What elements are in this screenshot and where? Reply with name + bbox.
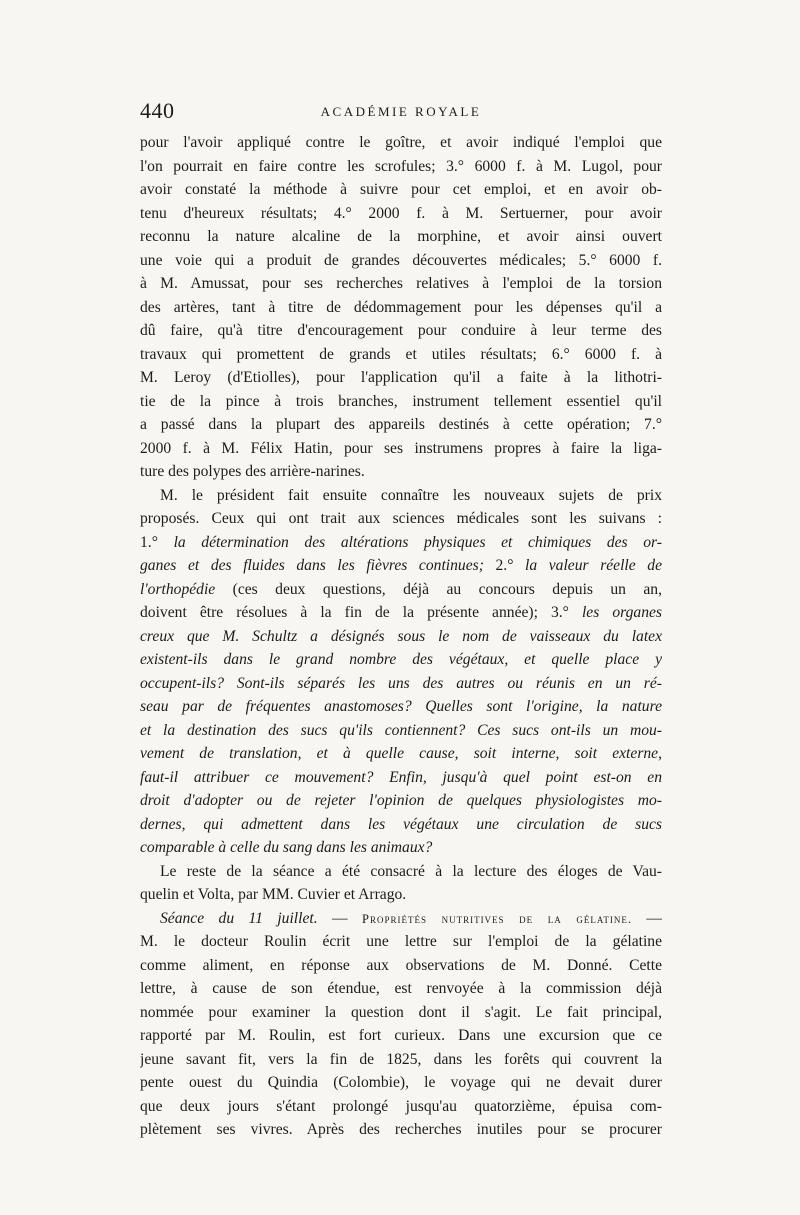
text-line <box>140 766 662 790</box>
text-segment: travaux qui promettent de grands et utiles résultats; 6.° 6000 f. à <box>140 345 662 363</box>
running-title: ACADÉMIE ROYALE <box>320 104 482 119</box>
italic-text: droit d'adopter ou de rejeter l'opinion de quelques physiologistes mo- <box>140 792 662 809</box>
italic-text: existent-ils dans le grand nombre des végétaux, et quelle place y <box>140 651 662 668</box>
text-line <box>140 695 662 719</box>
text-segment: tenu d'heureux résultats; 4.° 2000 f. à M. Sertuerner, pour avoir <box>140 204 662 222</box>
text-line <box>140 343 662 367</box>
text-line <box>140 249 662 273</box>
italic-text: les organes <box>581 604 662 621</box>
italic-text: occupent-ils? Sont-ils séparés les uns des autres ou réunis en un ré- <box>140 674 662 692</box>
text-line <box>140 789 662 813</box>
text-segment: pour l'avoir appliqué contre le goître, et avoir indiqué l'emploi que <box>140 134 662 151</box>
text-line <box>140 507 662 531</box>
italic-text: dernes, qui admettent dans les végétaux une circulation de sucs <box>140 815 662 833</box>
text-segment: l'on pourrait en faire contre les scrofules; 3.° 6000 f. à M. Lugol, pour <box>140 157 662 175</box>
body-text <box>140 131 662 1142</box>
text-segment: plètement ses vivres. Après des recherches inutiles pour se procurer <box>140 1121 662 1138</box>
italic-text: seau par de fréquentes anastomoses? Quelles sont l'origine, la nature <box>140 698 662 715</box>
text-segment: dû faire, qu'à titre d'encouragement pour conduire à leur terme des <box>140 322 662 339</box>
text-segment: — <box>632 909 662 927</box>
text-segment: jeune savant fit, vers la fin de 1825, dans les forêts qui couvrent la <box>140 1050 662 1068</box>
page-header <box>140 98 662 128</box>
text-segment: 2.° <box>483 557 526 574</box>
section-heading: Propriétés nutritives de la gélatine. <box>362 911 633 926</box>
text-line <box>140 1118 662 1142</box>
text-line <box>140 907 662 931</box>
text-line <box>140 272 662 296</box>
text-segment: M. le président fait ensuite connaître les nouveaux sujets de prix <box>160 486 662 504</box>
page-number: 440 <box>140 98 175 123</box>
text-line <box>140 531 662 555</box>
italic-text: Séance du 11 juillet. <box>160 909 318 927</box>
text-line <box>140 1024 662 1048</box>
text-line <box>140 296 662 320</box>
text-segment: pente ouest du Quindia (Colombie), le voyage qui ne devait durer <box>140 1074 662 1091</box>
text-line <box>140 930 662 954</box>
text-line <box>140 155 662 179</box>
text-line <box>140 860 662 884</box>
italic-text: l'orthopédie <box>140 580 216 598</box>
text-line <box>140 484 662 508</box>
text-segment: une voie qui a produit de grandes découvertes médicales; 5.° 6000 f. <box>140 251 662 269</box>
text-segment: ture des polypes des arrière-narines. <box>140 463 365 480</box>
text-segment: des artères, tant à titre de dédommagement pour les dépenses qu'il a <box>140 298 662 316</box>
text-line <box>140 578 662 602</box>
text-line <box>140 178 662 202</box>
text-line <box>140 719 662 743</box>
text-line <box>140 883 662 907</box>
italic-text: faut-il attribuer ce mouvement? Enfin, jusqu'à quel point est-on en <box>140 768 662 786</box>
italic-text: creux que M. Schultz a désignés sous le nom de vaisseaux du latex <box>140 627 662 645</box>
text-line <box>140 437 662 461</box>
text-line <box>140 390 662 414</box>
text-segment: rapporté par M. Roulin, est fort curieux. Dans une excursion que ce <box>140 1027 662 1044</box>
text-segment: à M. Amussat, pour ses recherches relatives à l'emploi de la torsion <box>140 275 662 292</box>
text-line <box>140 1048 662 1072</box>
text-line <box>140 672 662 696</box>
italic-text: comparable à celle du sang dans les animaux? <box>140 839 433 856</box>
text-line <box>140 977 662 1001</box>
text-line <box>140 648 662 672</box>
text-line <box>140 319 662 343</box>
text-segment: M. le docteur Roulin écrit une lettre sur l'emploi de la gélatine <box>140 933 662 950</box>
text-segment: comme aliment, en réponse aux observations de M. Donné. Cette <box>140 956 662 974</box>
text-segment: avoir constaté la méthode à suivre pour cet emploi, et en avoir ob- <box>140 181 662 198</box>
text-line <box>140 1001 662 1025</box>
italic-text: la détermination des altérations physiques et chimiques des or- <box>173 533 662 551</box>
text-segment: Le reste de la séance a été consacré à la lecture des éloges de Vau- <box>160 862 662 880</box>
text-segment: a passé dans la plupart des appareils destinés à cette opération; 7.° <box>140 416 662 433</box>
text-line <box>140 1071 662 1095</box>
text-line <box>140 413 662 437</box>
text-segment: reconnu la nature alcaline de la morphine, et avoir ainsi ouvert <box>140 228 662 245</box>
text-line <box>140 131 662 155</box>
text-line <box>140 225 662 249</box>
italic-text: et la destination des sucs qu'ils contiennent? Ces sucs ont-ils un mou- <box>140 721 662 739</box>
text-segment: tie de la pince à trois branches, instrument tellement essentiel qu'il <box>140 392 662 410</box>
italic-text: ganes et des fluides dans les fièvres continues; <box>140 557 484 574</box>
text-segment: nommée pour examiner la question dont il s'agit. Le fait principal, <box>140 1003 662 1021</box>
italic-text: la valeur réelle de <box>525 557 662 574</box>
text-line <box>140 954 662 978</box>
text-line <box>140 1095 662 1119</box>
text-line <box>140 836 662 860</box>
text-segment: doivent être résolues à la fin de la présente année); 3.° <box>140 604 582 621</box>
text-segment: M. Leroy (d'Etiolles), pour l'application qu'il a faite à la lithotri- <box>140 369 662 386</box>
text-segment: quelin et Volta, par MM. Cuvier et Arrago. <box>140 886 407 903</box>
text-line <box>140 554 662 578</box>
text-line <box>140 202 662 226</box>
text-segment: — <box>317 909 362 927</box>
italic-text: vement de translation, et à quelle cause, soit interne, soit externe, <box>140 745 662 762</box>
text-segment: proposés. Ceux qui ont trait aux sciences médicales sont les suivans : <box>140 510 662 527</box>
text-line <box>140 601 662 625</box>
text-line <box>140 460 662 484</box>
text-segment: que deux jours s'étant prolongé jusqu'au quatorzième, épuisa com- <box>140 1097 662 1115</box>
text-segment: 1.° <box>140 533 174 551</box>
text-line <box>140 742 662 766</box>
text-line <box>140 625 662 649</box>
text-segment: lettre, à cause de son étendue, est renvoyée à la commission déjà <box>140 980 662 997</box>
text-segment: (ces deux questions, déjà au concours depuis un an, <box>215 580 662 598</box>
text-line <box>140 813 662 837</box>
text-segment: 2000 f. à M. Félix Hatin, pour ses instrumens propres à faire la liga- <box>140 439 662 457</box>
text-line <box>140 366 662 390</box>
